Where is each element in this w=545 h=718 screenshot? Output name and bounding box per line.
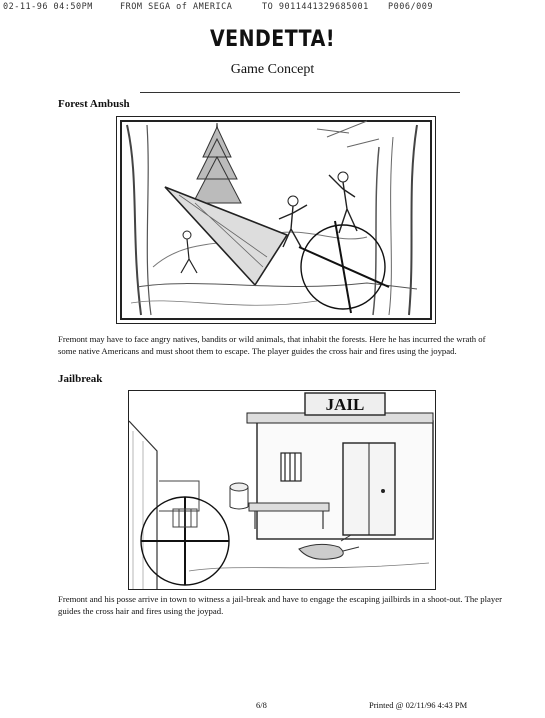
fax-page: P006/009: [388, 2, 433, 12]
title-divider: [140, 92, 460, 93]
fax-header: [0, 0, 545, 14]
section-heading-forest-ambush: Forest Ambush: [58, 98, 130, 110]
fax-from: FROM SEGA of AMERICA: [120, 2, 233, 12]
fax-to: TO 9011441329685001: [262, 2, 369, 12]
jailbreak-caption: Fremont and his posse arrive in town to witness a jail-break and have to engage the escaping jailbirds in a shoot-out. The player guides the cross hair and fires using the joypad.: [58, 594, 502, 616]
page-number: 6/8: [256, 700, 267, 710]
section-heading-jailbreak: Jailbreak: [58, 373, 103, 385]
page-title: VENDETTA!: [209, 26, 336, 52]
jail-sign-text: JAIL: [325, 395, 365, 414]
forest-ambush-caption: Fremont may have to face angry natives, bandits or wild animals, that inhabit the forests. Here he has incurred the wrath of some native Americans and must shoot them to escape. The player guides the cross hair and fires using the joypad.: [58, 334, 486, 356]
page-subtitle: Game Concept: [230, 62, 315, 77]
forest-ambush-illustration: [116, 116, 436, 324]
jailbreak-illustration: [128, 390, 436, 590]
fax-date-time: 02-11-96 04:50PM: [3, 2, 93, 12]
printed-timestamp: Printed @ 02/11/96 4:43 PM: [369, 700, 468, 710]
